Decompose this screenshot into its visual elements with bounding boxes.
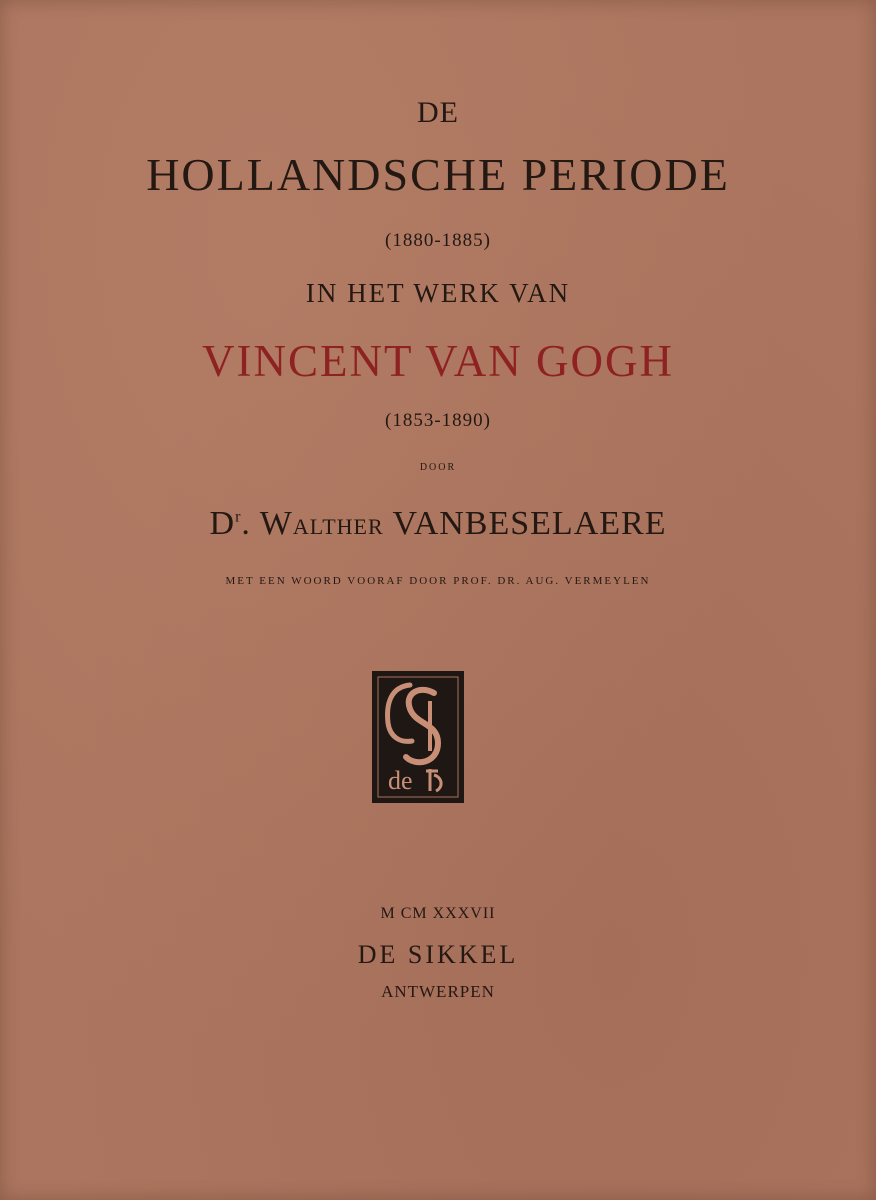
- publication-year: M CM XXXVII: [380, 905, 496, 922]
- author-first-rest: ALTHER: [292, 514, 384, 539]
- publisher-logo: [372, 671, 464, 803]
- svg-text:de: de: [388, 766, 413, 795]
- door-label: DOOR: [419, 462, 457, 473]
- author-prefix-sup: r: [235, 508, 242, 526]
- artist-name: VINCENT VAN GOGH: [201, 336, 675, 386]
- preface-credit: MET EEN WOORD VOORAF DOOR PROF. DR. AUG. VERMEYLEN: [225, 575, 651, 587]
- publisher-logo-mark: [372, 671, 464, 803]
- publisher-city: ANTWERPEN: [381, 982, 495, 1001]
- author-prefix: D: [209, 505, 236, 542]
- subtitle-line: IN HET WERK VAN: [305, 278, 571, 308]
- author-name: $D^r$. WALTHER VANBESELAERE: [209, 505, 667, 542]
- author-surname: VANBESELAERE: [392, 505, 667, 542]
- book-title: HOLLANDSCHE PERIODE: [146, 149, 730, 200]
- period-dates: (1880-1885): [385, 230, 491, 251]
- author-first-initial: W: [259, 505, 293, 542]
- title-article: DE: [417, 96, 459, 129]
- artist-dates: (1853-1890): [385, 410, 491, 431]
- publisher-name: DE SIKKEL: [357, 940, 519, 969]
